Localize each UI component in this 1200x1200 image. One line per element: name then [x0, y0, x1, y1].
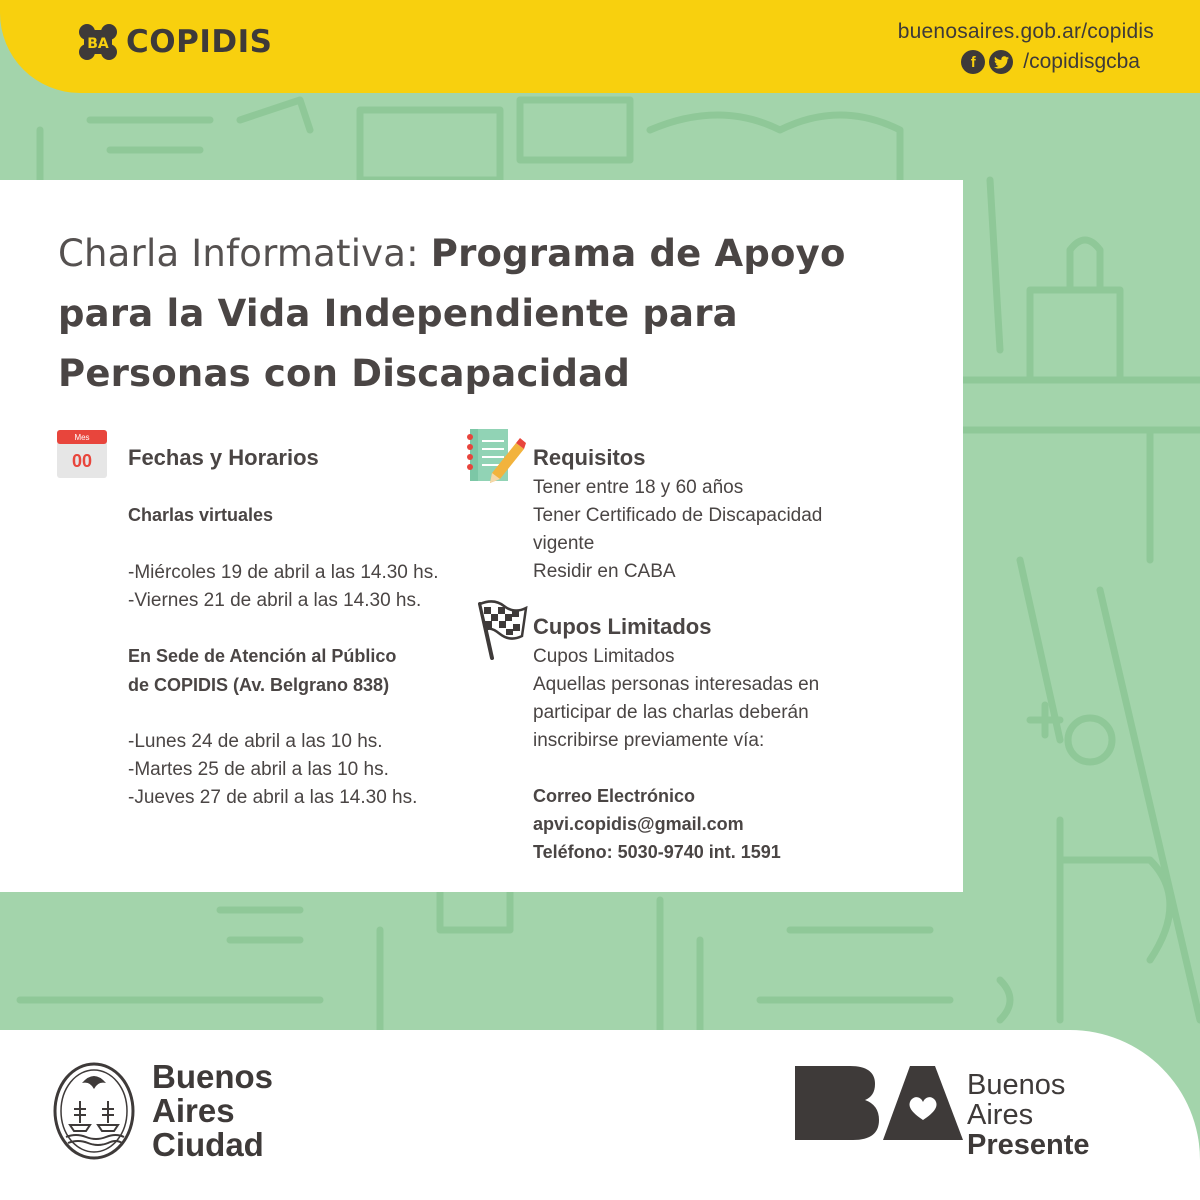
virtual-item: -Miércoles 19 de abril a las 14.30 hs. — [128, 562, 439, 583]
buenos-aires-ciudad-logo[interactable] — [52, 1060, 273, 1162]
requisito-item: Tener entre 18 y 60 años — [533, 477, 744, 498]
presente-word: Aires — [967, 1099, 1034, 1131]
fechas-heading: Fechas y Horarios — [128, 445, 319, 470]
title-main: Programa de Apoyo para la Vida Independiente para Personas con Discapacidad — [58, 232, 846, 395]
cupos-line: Aquellas personas interesadas en — [533, 674, 820, 695]
presente-word: Buenos — [967, 1069, 1066, 1101]
ciudad-word: Aires — [152, 1092, 235, 1129]
sede-heading: de COPIDIS (Av. Belgrano 838) — [128, 675, 390, 695]
copidis-logo-icon — [76, 20, 120, 64]
sede-item: -Martes 25 de abril a las 10 hs. — [128, 759, 389, 780]
buenos-aires-presente-logo[interactable] — [795, 1062, 1090, 1161]
facebook-icon[interactable]: f — [961, 50, 985, 74]
sede-item: -Lunes 24 de abril a las 10 hs. — [128, 731, 383, 752]
city-seal-icon — [52, 1061, 136, 1161]
copidis-logo[interactable] — [76, 20, 272, 64]
header-bar — [0, 0, 1200, 93]
calendar-month: Mes — [74, 433, 90, 442]
cupos-line: inscribirse previamente vía: — [533, 730, 765, 751]
page-title — [58, 224, 878, 404]
presente-word: Presente — [967, 1129, 1090, 1161]
ciudad-word: Buenos — [152, 1058, 274, 1095]
website-link[interactable]: buenosaires.gob.ar/copidis — [897, 20, 1154, 43]
twitter-icon[interactable] — [989, 50, 1013, 74]
copidis-brand: COPIDIS — [126, 24, 273, 60]
requisito-item: vigente — [533, 533, 595, 554]
cupos-line: Cupos Limitados — [533, 646, 675, 667]
social-links — [961, 50, 1140, 74]
contact-phone[interactable]: Teléfono: 5030-9740 int. 1591 — [533, 842, 781, 862]
cupos-line: participar de las charlas deberán — [533, 702, 809, 723]
presente-wordmark — [967, 1070, 1090, 1160]
sede-heading: En Sede de Atención al Público — [128, 646, 397, 666]
checkered-flag-icon — [474, 600, 528, 665]
social-handle[interactable]: /copidisgcba — [1023, 50, 1140, 73]
ciudad-word: Ciudad — [152, 1126, 264, 1163]
info-card — [0, 180, 963, 892]
virtual-item: -Viernes 21 de abril a las 14.30 hs. — [128, 590, 422, 611]
svg-text:BA: BA — [87, 36, 109, 52]
ciudad-wordmark — [152, 1060, 273, 1162]
title-prefix: Charla Informativa: — [58, 232, 431, 275]
requisitos-heading: Requisitos — [533, 445, 646, 470]
calendar-icon — [57, 430, 109, 485]
contact-email[interactable]: apvi.copidis@gmail.com — [533, 814, 744, 834]
ba-heart-logo-icon — [795, 1062, 965, 1142]
contact-label: Correo Electrónico — [533, 786, 696, 806]
requisito-item: Tener Certificado de Discapacidad — [533, 505, 823, 526]
sede-item: -Jueves 27 de abril a las 14.30 hs. — [128, 787, 418, 808]
requisito-item: Residir en CABA — [533, 561, 676, 582]
calendar-day: 00 — [71, 451, 93, 471]
virtual-heading: Charlas virtuales — [128, 505, 274, 525]
notebook-pencil-icon — [464, 427, 526, 490]
cupos-heading: Cupos Limitados — [533, 614, 712, 639]
